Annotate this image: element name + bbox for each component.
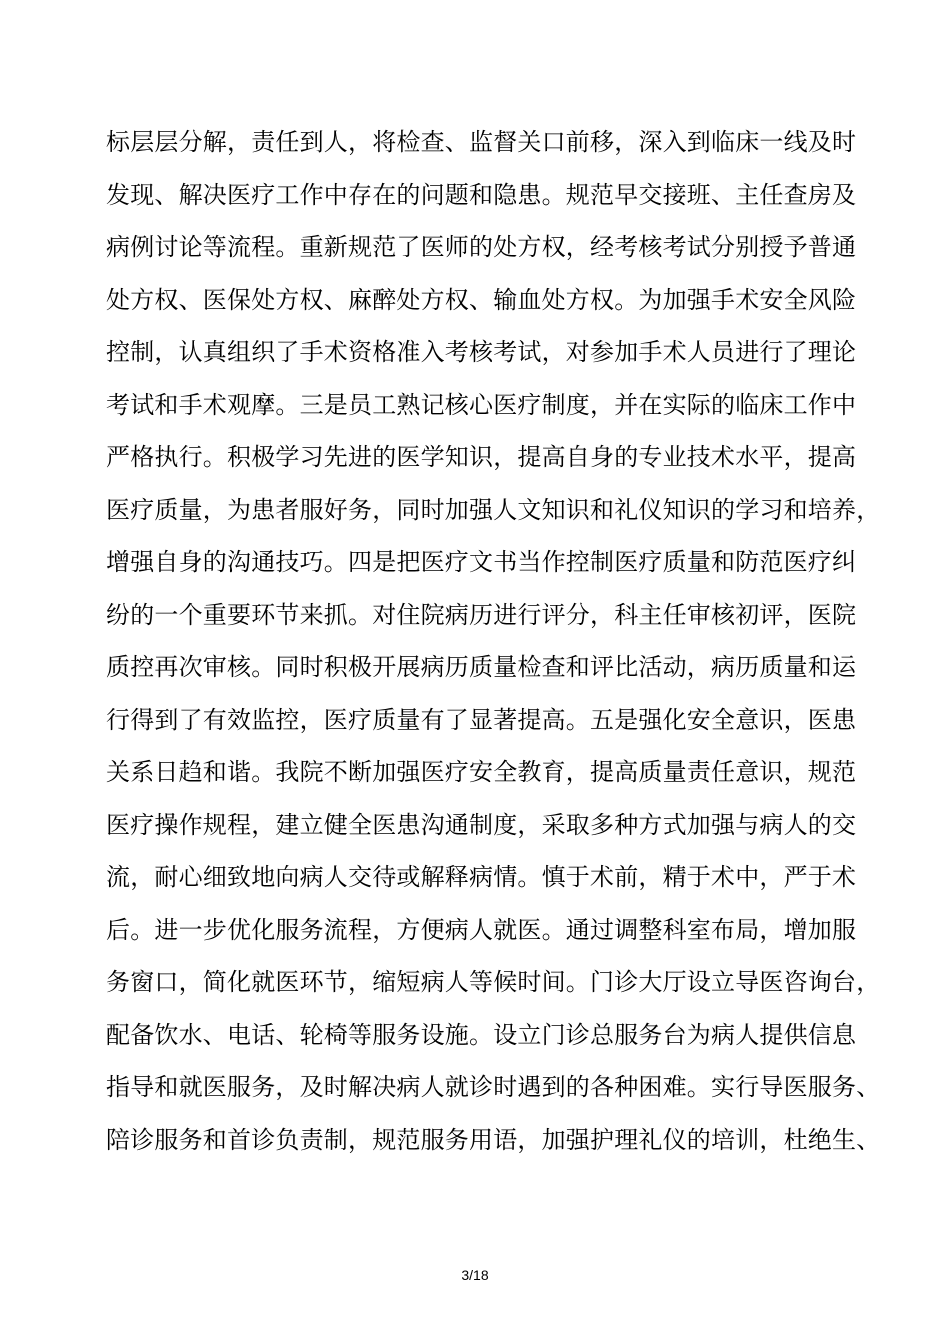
text-line: 病例讨论等流程。重新规范了医师的处方权，经考核考试分别授予普通	[106, 233, 857, 261]
text-line: 标层层分解，责任到人，将检查、监督关口前移，深入到临床一线及时	[106, 128, 857, 156]
text-line: 指导和就医服务，及时解决病人就诊时遇到的各种困难。实行导医服务、	[106, 1073, 881, 1101]
text-line: 陪诊服务和首诊负责制，规范服务用语，加强护理礼仪的培训，杜绝生、	[106, 1125, 881, 1154]
page-number: 3/18	[461, 1267, 489, 1283]
text-line: 医疗操作规程，建立健全医患沟通制度，采取多种方式加强与病人的交	[106, 810, 857, 839]
text-line: 流，耐心细致地向病人交待或解释病情。慎于术前，精于术中，严于术	[106, 863, 857, 891]
text-line: 配备饮水、电话、轮椅等服务设施。设立门诊总服务台为病人提供信息	[106, 1020, 857, 1049]
body-text	[106, 116, 881, 1166]
text-line: 关系日趋和谐。我院不断加强医疗安全教育，提高质量责任意识，规范	[106, 758, 857, 786]
text-line: 控制，认真组织了手术资格准入考核考试，对参加手术人员进行了理论	[106, 338, 857, 366]
text-line: 处方权、医保处方权、麻醉处方权、输血处方权。为加强手术安全风险	[106, 285, 857, 314]
text-line: 医疗质量，为患者服好务，同时加强人文知识和礼仪知识的学习和培养，	[106, 495, 881, 524]
text-line: 后。进一步优化服务流程，方便病人就医。通过调整科室布局，增加服	[106, 915, 857, 944]
text-line: 质控再次审核。同时积极开展病历质量检查和评比活动，病历质量和运	[106, 653, 857, 681]
text-line: 严格执行。积极学习先进的医学知识，提高自身的专业技术水平，提高	[106, 443, 857, 471]
text-line: 发现、解决医疗工作中存在的问题和隐患。规范早交接班、主任查房及	[106, 180, 857, 209]
text-line: 考试和手术观摩。三是员工熟记核心医疗制度，并在实际的临床工作中	[106, 390, 857, 419]
text-line: 纷的一个重要环节来抓。对住院病历进行评分，科主任审核初评，医院	[106, 600, 857, 629]
text-line: 务窗口，简化就医环节，缩短病人等候时间。门诊大厅设立导医咨询台，	[106, 968, 881, 996]
text-line: 增强自身的沟通技巧。四是把医疗文书当作控制医疗质量和防范医疗纠	[106, 548, 857, 576]
text-line: 行得到了有效监控，医疗质量有了显著提高。五是强化安全意识，医患	[106, 705, 857, 734]
